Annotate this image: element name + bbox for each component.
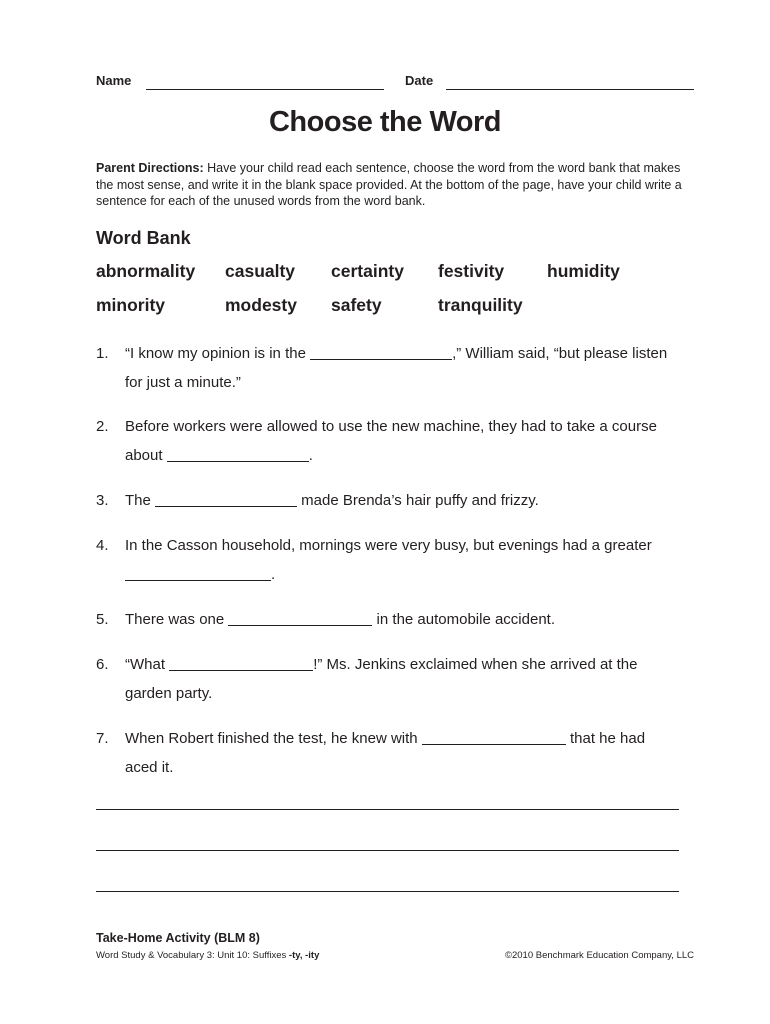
word-bank-heading: Word Bank: [96, 228, 191, 248]
word-bank-word: casualty: [225, 261, 296, 281]
answer-blank[interactable]: [228, 608, 372, 626]
question-text: ,” William said, “but please listen: [452, 345, 668, 362]
question-text: In the Casson household, mornings were very busy, but evenings had a greater: [125, 537, 652, 554]
sentence-writing-line[interactable]: [96, 809, 679, 810]
date-label: Date: [405, 73, 434, 88]
question-text: aced it.: [125, 759, 174, 776]
answer-blank[interactable]: [167, 444, 309, 462]
word-bank-word: safety: [331, 295, 382, 315]
answer-blank[interactable]: [422, 727, 566, 745]
question-text: “What: [125, 656, 170, 673]
footer-unit: Word Study & Vocabulary 3: Unit 10: Suffixes: [96, 950, 289, 961]
question-text: When Robert finished the test, he knew with: [125, 730, 422, 747]
question-number: 6.: [96, 656, 109, 673]
directions-text: Have your child read each sentence, choose the word from the word bank that makes the most sense, and write it in the blank space provided. At the bottom of the page, have your child write a sentence for each of the unused words from the word bank.: [96, 161, 682, 208]
question-number: 2.: [96, 418, 109, 435]
footer-copyright: ©2010 Benchmark Education Company, LLC: [504, 950, 694, 961]
sentence-writing-line[interactable]: [96, 891, 679, 892]
question-text: “I know my opinion is in the: [125, 345, 311, 362]
sentence-writing-line[interactable]: [96, 850, 679, 851]
question-number: 7.: [96, 730, 109, 747]
footer-subtitle: [96, 950, 319, 961]
question-number: 5.: [96, 611, 109, 628]
word-bank-word: certainty: [331, 261, 404, 281]
question-text: !” Ms. Jenkins exclaimed when she arrived at the: [313, 656, 638, 673]
question-text: made Brenda’s hair puffy and frizzy.: [297, 492, 539, 509]
question-text: There was one: [125, 611, 229, 628]
word-bank-word: minority: [96, 295, 166, 315]
question-text: The: [125, 492, 156, 509]
question-text: .: [271, 566, 276, 583]
question-text: Before workers were allowed to use the new machine, they had to take a course: [125, 418, 657, 435]
name-field[interactable]: [146, 89, 384, 90]
page-title: Choose the Word: [268, 106, 502, 138]
question-number: 1.: [96, 345, 109, 362]
answer-blank[interactable]: [310, 342, 452, 360]
answer-blank[interactable]: [169, 653, 313, 671]
question-text: in the automobile accident.: [372, 611, 556, 628]
question-text: for just a minute.”: [125, 374, 241, 391]
footer-suffixes: -ty, -ity: [288, 950, 320, 961]
parent-directions: [96, 160, 686, 210]
question-text: about: [125, 447, 167, 464]
directions-lead: Parent Directions:: [96, 161, 204, 175]
date-field[interactable]: [446, 89, 694, 90]
question-text: .: [308, 447, 313, 464]
answer-blank[interactable]: [125, 563, 271, 581]
question-text: garden party.: [125, 685, 213, 702]
word-bank-word: modesty: [225, 295, 297, 315]
question-number: 4.: [96, 537, 109, 554]
word-bank-word: festivity: [438, 261, 505, 281]
word-bank-word: humidity: [547, 261, 620, 281]
word-bank-word: tranquility: [438, 295, 523, 315]
question-text: that he had: [565, 730, 646, 747]
name-label: Name: [96, 73, 132, 88]
word-bank-word: abnormality: [96, 261, 196, 281]
question-number: 3.: [96, 492, 109, 509]
footer-title: Take-Home Activity (BLM 8): [96, 931, 260, 945]
answer-blank[interactable]: [155, 489, 297, 507]
